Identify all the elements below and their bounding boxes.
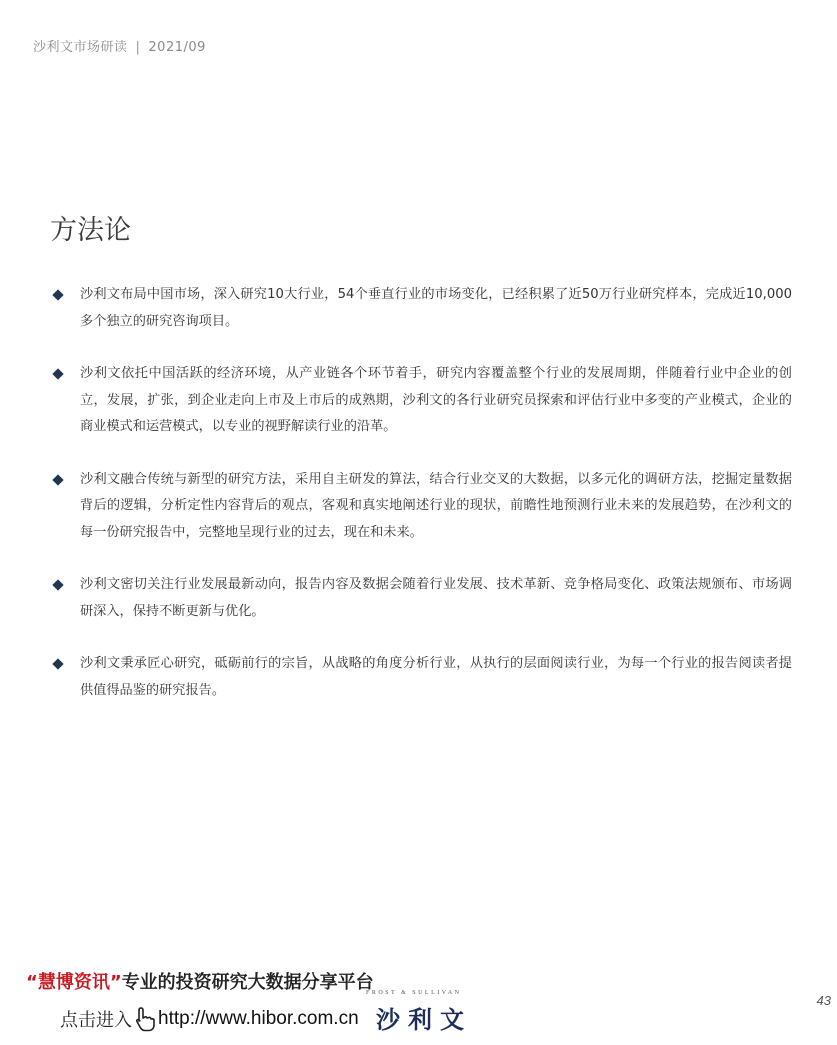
page-title: 方法论 [50,215,131,247]
list-item-text: 沙利文布局中国市场，深入研究10大行业，54个垂直行业的市场变化，已经积累了近50万行业研究样本，完成近10,000多个独立的研究咨询项目。 [80,287,792,329]
diamond-bullet-icon [52,658,63,669]
list-item-text: 沙利文密切关注行业发展最新动向，报告内容及数据会随着行业发展、技术革新、竞争格局变化、政策法规颁布、市场调研深入，保持不断更新与优化。 [80,577,792,619]
header-separator: | [135,40,141,55]
diamond-bullet-icon [52,368,63,379]
header-company: 沙利文市场研读 [33,40,128,55]
diamond-bullet-icon [52,289,63,300]
methodology-list [52,282,792,704]
hibor-slogan: 专业的投资研究大数据分享平台 [121,972,374,993]
logo-chinese: 沙利文 [376,1006,472,1034]
header-date: 2021/09 [148,40,206,55]
diamond-bullet-icon [52,579,63,590]
list-item-text: 沙利文融合传统与新型的研究方法，采用自主研发的算法，结合行业交叉的大数据，以多元化的调研方法，挖掘定量数据背后的逻辑，分析定性内容背后的观点，客观和真实地阐述行业的现状，前瞻性地预测行业未来的发展趋势，在沙利文的每一份研究报告中，完整地呈现行业的过去，现在和未来。 [80,471,792,540]
logo-english: FROST & SULLIVAN [366,990,462,996]
list-item-text: 沙利文依托中国活跃的经济环境，从产业链各个环节着手，研究内容覆盖整个行业的发展周期，伴随着行业中企业的创立，发展，扩张，到企业走向上市及上市后的成熟期，沙利文的各行业研究员探索和评估行业中多变的产业模式，企业的商业模式和运营模式，以专业的视野解读行业的沿革。 [80,366,792,434]
diamond-bullet-icon [52,474,63,485]
pointing-hand-icon [134,1006,156,1032]
list-item [52,651,792,704]
close-quote: ” [109,972,122,993]
page-number: 43 [816,993,831,1008]
enter-label: 点击进入 [60,1010,132,1031]
hibor-link[interactable] [60,1006,359,1032]
hibor-brand: 慧博资讯 [37,972,110,993]
list-item-text: 沙利文秉承匠心研究，砥砺前行的宗旨，从战略的角度分析行业，从执行的层面阅读行业，为每一个行业的报告阅读者提供值得品鉴的研究报告。 [80,656,792,698]
list-item [52,282,792,335]
list-item [52,361,792,441]
open-quote: “ [26,972,38,993]
frost-sullivan-logo [364,990,484,1034]
hibor-url: http://www.hibor.com.cn [158,1008,359,1029]
list-item [52,467,792,547]
page-header [33,36,206,55]
list-item [52,572,792,625]
hibor-promo-banner [26,968,374,994]
